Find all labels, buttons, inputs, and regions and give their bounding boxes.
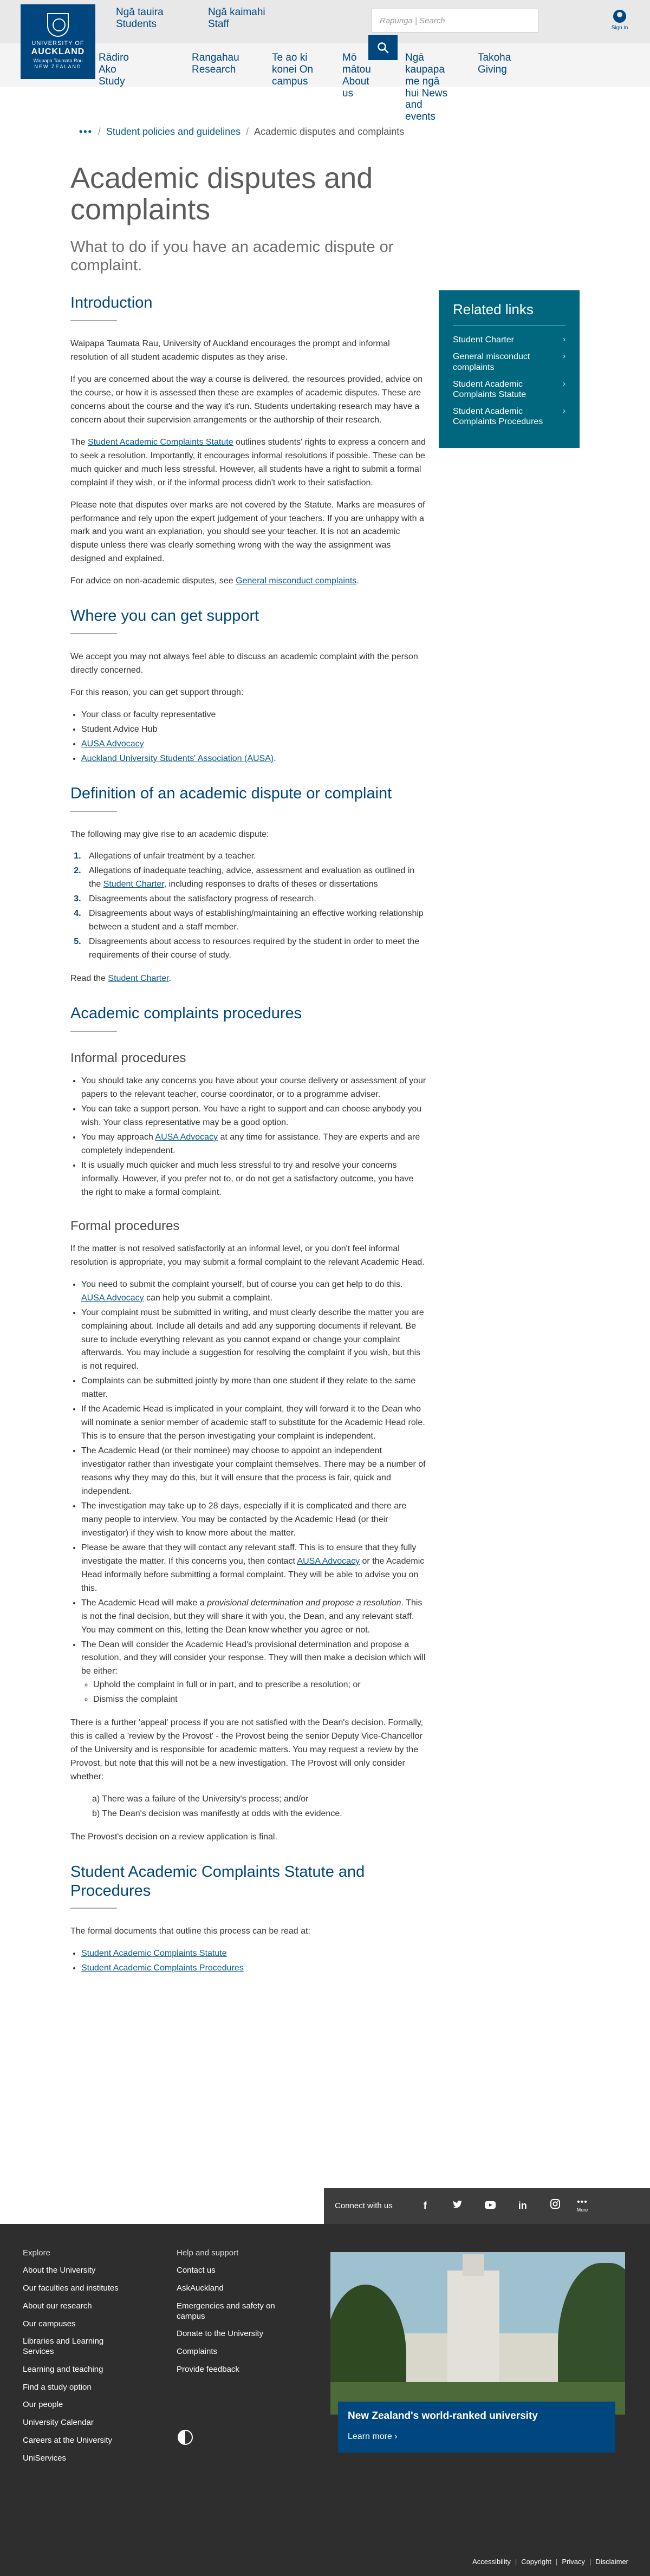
appeal-criteria <box>92 1793 428 1821</box>
list-item: a) There was a failure of the University's process; and/or <box>92 1794 309 1804</box>
facebook-icon[interactable]: f <box>423 2200 427 2211</box>
support-paragraph: We accept you may not always feel able to discuss an academic complaint with the person directly concerned. <box>70 652 418 675</box>
text: The Dean will consider the Academic Head's provisional determination and propose a resolution, and they will consider your response. They will then make a decision which will be either: <box>81 1640 426 1676</box>
connect-bar <box>324 2188 650 2224</box>
nav-about-us[interactable]: Mō mātou About us <box>342 52 371 99</box>
related-link-procedures[interactable] <box>453 406 566 427</box>
related-links-title: Related links <box>453 301 534 317</box>
audience-link-students[interactable]: Ngā tauira Students <box>116 6 164 30</box>
nav-on-campus[interactable]: Te ao ki konei On campus <box>272 52 314 87</box>
list-item <box>81 1962 428 1975</box>
legal-link-accessibility[interactable]: Accessibility <box>472 2557 511 2566</box>
support-list <box>81 708 428 766</box>
breadcrumb <box>79 125 567 140</box>
page-title: Academic disputes and complaints <box>70 162 373 226</box>
sign-in-label: Sign in <box>611 25 628 31</box>
statute-link[interactable]: Student Academic Complaints Statute <box>88 437 233 447</box>
footer-explore <box>23 2247 153 2471</box>
footer-link[interactable]: Provide feedback <box>177 2364 239 2374</box>
footer-link[interactable]: University Calendar <box>23 2418 94 2427</box>
campus-photo <box>330 2252 625 2415</box>
intro-paragraph <box>70 436 428 490</box>
list-item: • You should take any concerns you have about your course delivery or assessment of your papers to the relevant teacher, course coordinator, or to a programme adviser. <box>81 1075 428 1102</box>
student-charter-link[interactable]: Student Charter <box>108 974 169 984</box>
list-item: ◦ Dismiss the complaint <box>93 1693 428 1707</box>
text: The <box>70 437 88 447</box>
support-paragraph: For this reason, you can get support through: <box>70 687 244 697</box>
nav-giving[interactable]: Takoha Giving <box>478 52 511 75</box>
heading-divider <box>70 811 117 812</box>
crest-icon <box>47 13 69 37</box>
text: The Academic Head will make a <box>81 1598 207 1608</box>
list-item: 4. Disagreements about ways of establishing/maintaining an effective working relationship between a student and a staff member. <box>83 907 428 934</box>
linkedin-icon[interactable]: in <box>518 2200 527 2211</box>
more-label: More <box>576 2207 588 2213</box>
breadcrumb-parent-link[interactable]: Student policies and guidelines <box>106 126 241 137</box>
more-button[interactable] <box>577 2198 588 2214</box>
list-item <box>81 1638 428 1707</box>
footer-heading: Explore <box>23 2248 50 2258</box>
heading-definition: Definition of an academic dispute or complaint <box>70 784 392 802</box>
breadcrumb-separator: / <box>98 126 101 137</box>
list-item: • Student Advice Hub <box>81 723 428 737</box>
list-item <box>81 1278 428 1305</box>
formal-list <box>81 1278 428 1707</box>
footer-link[interactable]: AskAuckland <box>177 2284 224 2293</box>
ausa-advocacy-link[interactable]: AUSA Advocacy <box>81 1293 144 1303</box>
informal-list <box>81 1075 428 1200</box>
related-link-statute[interactable] <box>453 379 566 400</box>
logo-line-4: NEW ZEALAND <box>34 64 82 70</box>
text: . <box>274 753 276 763</box>
list-item <box>81 738 428 751</box>
breadcrumb-separator: / <box>246 126 249 137</box>
chevron-right-icon: › <box>563 335 566 344</box>
footer-link[interactable]: Donate to the University <box>177 2329 264 2339</box>
list-item <box>83 864 428 892</box>
read-charter <box>70 972 428 986</box>
footer-heading: Help and support <box>177 2248 239 2258</box>
user-icon <box>613 10 626 23</box>
contrast-toggle-icon[interactable] <box>178 2430 193 2445</box>
chevron-right-icon: › <box>394 2431 398 2441</box>
site-footer <box>0 2224 650 2576</box>
list-item <box>81 752 428 766</box>
statute-doc-link[interactable]: Student Academic Complaints Statute <box>81 1949 227 1959</box>
intro-paragraph: Please note that disputes over marks are not covered by the Statute. Marks are measures of performance and rely upon the expert judgement of your teachers. If you are unhappy with a mark and you want an explanation, you should see your teacher. It is not an academic dispute unless there was clearly something wrong with the way the assignment was designed and explained. <box>70 500 425 564</box>
intro-paragraph <box>70 575 428 588</box>
heading-introduction: Introduction <box>70 294 153 312</box>
text: You may approach <box>81 1132 155 1142</box>
ausa-advocacy-link[interactable]: AUSA Advocacy <box>155 1132 218 1142</box>
final-paragraph: The Provost's decision on a review application is final. <box>70 1832 277 1842</box>
text: Please be aware that they will contact any relevant staff. This is to ensure that they fully investigate the matter. If this concerns you, then contact <box>81 1543 417 1566</box>
procedures-doc-link[interactable]: Student Academic Complaints Procedures <box>81 1963 244 1973</box>
text: can help you submit a complaint. <box>144 1293 273 1303</box>
list-item: • If the Academic Head is implicated in your complaint, they will forward it to the Dean who will nominate a senior member of academic staff to substitute for the Academic Head role. This is to ensure that the person investigating your complaint is independent. <box>81 1403 428 1443</box>
promo-link[interactable] <box>348 2430 606 2444</box>
list-item <box>81 1947 428 1961</box>
clock-tower <box>447 2271 499 2395</box>
logo-line-1: UNIVERSITY OF <box>31 40 84 47</box>
promo-link-label: Learn more <box>348 2431 392 2441</box>
formal-intro: If the matter is not resolved satisfactorily at an informal level, or you don't feel informal resolution is appropriate, you may submit a formal complaint to the relevant Academic Head. <box>70 1244 425 1267</box>
text: Allegations of inadequate teaching, advice, assessment and evaluation as outlined in the <box>89 866 415 889</box>
separator: | <box>555 2557 558 2566</box>
breadcrumb-current: Academic disputes and complaints <box>254 126 405 137</box>
heading-procedures: Academic complaints procedures <box>70 1005 302 1023</box>
text: at any time for assistance. They are experts and are completely independent. <box>81 1132 420 1155</box>
heading-formal: Formal procedures <box>70 1218 180 1233</box>
footer-link[interactable]: Contact us <box>177 2266 216 2275</box>
heading-divider <box>70 1031 117 1032</box>
list-item: • Your complaint must be submitted in writing, and must clearly describe the matter you are complaining about. Include all details and add any supporting documents if relevant. Be sure to include everything relevant as you cannot expand or change your complaint afterwards. You may include a suggestion for resolving the complaint if you wish, but this is not required. <box>81 1306 428 1374</box>
legal-link-privacy[interactable]: Privacy <box>562 2557 585 2566</box>
definition-list <box>83 850 428 962</box>
related-links-panel <box>439 290 580 448</box>
list-item: • You can take a support person. You have a right to support and can choose anybody you wish. Your class representative may be a good option. <box>81 1103 428 1130</box>
footer-link[interactable]: Learning and teaching <box>23 2364 103 2374</box>
decision-list <box>93 1679 428 1707</box>
heading-divider <box>70 633 117 634</box>
list-item <box>81 1597 428 1637</box>
legal-link-disclaimer[interactable]: Disclaimer <box>595 2557 628 2566</box>
audience-link-staff[interactable]: Ngā kaimahi Staff <box>208 6 265 30</box>
heading-divider <box>70 320 117 321</box>
separator: | <box>589 2557 592 2566</box>
ausa-advocacy-link[interactable]: AUSA Advocacy <box>297 1556 360 1566</box>
list-item: • The investigation may take up to 28 days, especially if it is complicated and there are many people to interview. You may be contacted by the Academic Head (or their investigator) if they wish to know more about the matter. <box>81 1500 428 1540</box>
nav-news-events[interactable]: Ngā kaupapa me ngā hui News and events <box>405 52 448 123</box>
intro-paragraph: If you are concerned about the way a course is delivered, the resources provided, advice on the course, or how it is assessed then these are examples of academic disputes. These are concerns about the course and the way it's run. Students undertaking research may have a concern about their supervision arrangements or the authorship of their research. <box>70 374 423 425</box>
instagram-icon[interactable] <box>539 2198 571 2214</box>
footer-link[interactable]: About the University <box>23 2266 96 2275</box>
connect-label: Connect with us <box>335 2201 393 2211</box>
search-button[interactable] <box>368 35 398 60</box>
footer-link[interactable]: Complaints <box>177 2347 218 2356</box>
footer-link[interactable]: Our people <box>23 2400 63 2410</box>
related-link-misconduct[interactable] <box>453 352 566 372</box>
nav-research[interactable]: Rangahau Research <box>192 52 239 75</box>
top-bar <box>0 0 650 43</box>
logo-line-2: AUCKLAND <box>31 47 85 57</box>
main-content <box>70 162 428 1985</box>
footer-link[interactable]: Find a study option <box>23 2382 92 2392</box>
legal-links <box>472 2557 628 2567</box>
text: . <box>356 576 359 586</box>
footer-link[interactable]: Careers at the University <box>23 2435 113 2445</box>
footer-link[interactable]: Libraries and Learning Services <box>23 2337 104 2356</box>
chevron-right-icon: › <box>563 406 566 416</box>
more-icon: ••• <box>577 2197 588 2207</box>
list-item <box>81 1131 428 1158</box>
related-link-label: Student Academic Complaints Procedures <box>453 407 543 427</box>
sign-in-button[interactable] <box>610 10 629 32</box>
text: Read the <box>70 974 108 984</box>
list-item: • Your class or faculty representative <box>81 708 428 722</box>
search-input[interactable]: Rapunga | Search <box>372 9 538 32</box>
text: . This is not the final decision, but they will share it with you, the Dean, and any relevant staff. You may comment on this, letting the Dean know whether you agree or not. <box>81 1598 422 1635</box>
list-item <box>81 1541 428 1596</box>
footer-link[interactable]: About our research <box>23 2301 92 2311</box>
logo-line-3: Waipapa Taumata Rau <box>33 57 83 63</box>
heading-statute: Student Academic Complaints Statute and Procedures <box>70 1863 365 1900</box>
text: For advice on non-academic disputes, see <box>70 576 236 586</box>
footer-link[interactable]: Our campuses <box>23 2319 76 2328</box>
related-link-label: Student Charter <box>453 335 514 345</box>
site-header <box>0 0 650 123</box>
search-icon <box>377 42 389 54</box>
list-item: b) The Dean's decision was manifestly at odds with the evidence. <box>92 1809 342 1818</box>
nav-study[interactable]: Rādiro Ako Study <box>99 52 129 87</box>
related-link-label: General misconduct complaints <box>453 352 530 372</box>
definition-intro: The following may give rise to an academic dispute: <box>70 829 269 839</box>
list-item: 3. Disagreements about the satisfactory progress of research. <box>83 893 428 906</box>
heading-informal: Informal procedures <box>70 1050 186 1065</box>
statute-links <box>81 1947 428 1975</box>
student-charter-link[interactable]: Student Charter <box>103 880 164 889</box>
university-logo[interactable] <box>21 4 95 79</box>
heading-support: Where you can get support <box>70 607 259 625</box>
youtube-icon[interactable] <box>474 2198 506 2214</box>
text: or the Academic Head informally before submitting a formal complaint. They will be able to advise you on this. <box>81 1556 425 1593</box>
appeal-paragraph: There is a further 'appeal' process if you are not satisfied with the Dean's decision. Formally, this is called a 'review by the Provost' - the Provost being the senior Deputy Vice-Chancellor of the University and is responsible for academic matters. You may request a review by the Provost, but note that this will not be a new investigation. The Provost will only consider whether: <box>70 1718 423 1782</box>
list-item: • It is usually much quicker and much less stressful to try and resolve your concerns informally. However, if you prefer not to, or do not get a satisfactory outcome, you have the right to make a formal complaint. <box>81 1159 428 1200</box>
footer-link[interactable]: UniServices <box>23 2453 67 2463</box>
list-item: • The Academic Head (or their nominee) may choose to appoint an independent investigator rather than investigate your complaint themselves. There may be a number of reasons why they may do this, but it will ensure that the process is fair, quick and independent. <box>81 1445 428 1499</box>
page-lead: What to do if you have an academic dispute or complaint. <box>70 238 394 275</box>
statute-intro: The formal documents that outline this process can be read at: <box>70 1927 310 1936</box>
chevron-right-icon: › <box>563 352 566 361</box>
heading-divider <box>70 1908 117 1909</box>
twitter-icon[interactable] <box>441 2198 474 2214</box>
chevron-right-icon: › <box>563 379 566 388</box>
ausa-advocacy-link[interactable]: AUSA Advocacy <box>81 739 144 749</box>
text: . <box>168 974 171 984</box>
emphasis: provisional determination and propose a resolution <box>207 1598 401 1608</box>
list-item: ◦ Uphold the complaint in full or in part, and to prescribe a resolution; or <box>93 1679 428 1692</box>
related-link-label: Student Academic Complaints Statute <box>453 379 526 399</box>
list-item: 5. Disagreements about access to resources required by the student in order to meet the requirements of their course of study. <box>83 935 428 962</box>
text: , including responses to drafts of theses or dissertations <box>164 880 378 889</box>
list-item: • Complaints can be submitted jointly by more than one student if they relate to the same matter. <box>81 1375 428 1402</box>
promo-card[interactable] <box>338 2402 615 2453</box>
intro-paragraph: Waipapa Taumata Rau, University of Auckland encourages the prompt and informal resolution of all student academic disputes as they arise. <box>70 339 390 362</box>
footer-link[interactable]: Emergencies and safety on campus <box>177 2301 275 2321</box>
legal-link-copyright[interactable]: Copyright <box>521 2557 551 2566</box>
footer-link[interactable]: Our faculties and institutes <box>23 2284 119 2293</box>
footer-help <box>177 2247 301 2383</box>
ausa-link[interactable]: Auckland University Students' Association (AUSA) <box>81 753 274 763</box>
list-item: 1. Allegations of unfair treatment by a teacher. <box>83 850 428 863</box>
separator: | <box>515 2557 517 2566</box>
text: You need to submit the complaint yourself, but of course you can get help to do this. <box>81 1279 403 1289</box>
related-link-student-charter[interactable] <box>453 335 566 345</box>
general-misconduct-link[interactable]: General misconduct complaints <box>236 576 357 586</box>
text: outlines students' rights to express a concern and to seek a resolution. Importantly, it encourages informal resolutions if possible. These can be much quicker and much less stressful. However, all students have a right to submit a formal complaint if they wish, or if the informal process didn't work to their satisfaction. <box>70 437 426 487</box>
promo-title: New Zealand's world-ranked university <box>348 2410 538 2422</box>
breadcrumb-ellipsis[interactable]: ••• <box>79 126 93 137</box>
